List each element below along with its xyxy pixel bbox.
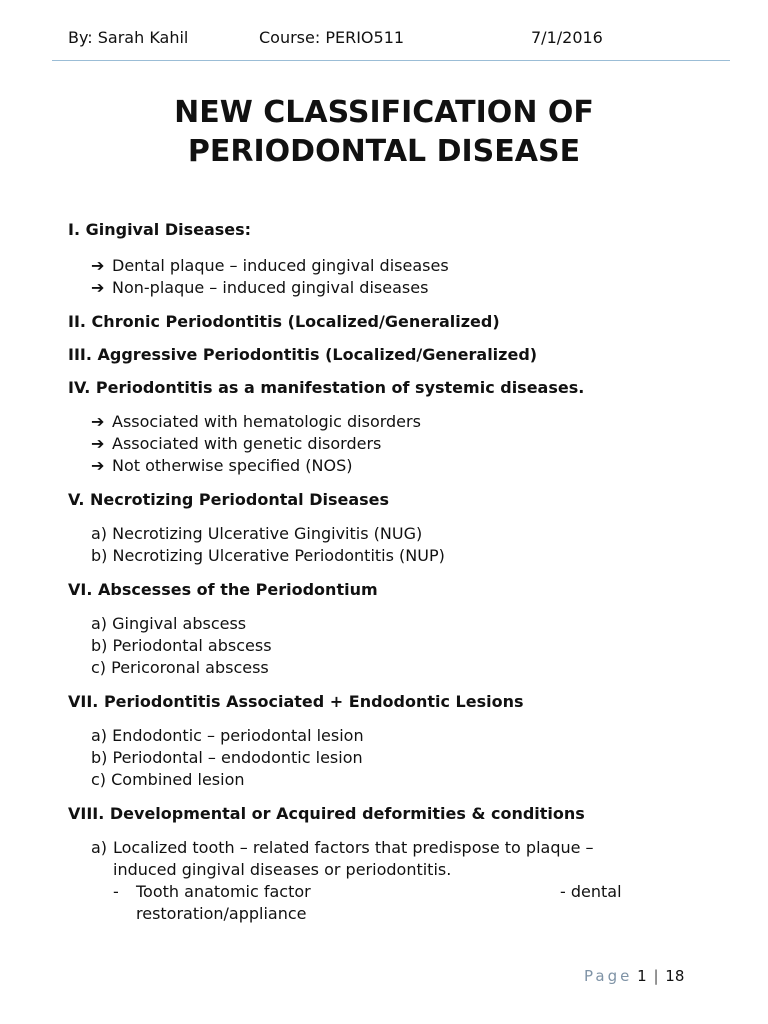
list-item: a) Endodontic – periodontal lesion	[91, 726, 364, 745]
list-item: ➔ Non-plaque – induced gingival diseases	[91, 278, 429, 297]
course-label: Course: PERIO511	[259, 28, 405, 47]
page-word: Page	[584, 967, 633, 985]
list-item: ➔ Not otherwise specified (NOS)	[91, 456, 353, 475]
list-item: b) Periodontal – endodontic lesion	[91, 748, 363, 767]
arrow-right-icon: ➔	[91, 456, 105, 475]
section-list-7	[68, 725, 728, 791]
sub-list-item	[68, 881, 728, 903]
title-line-2: PERIODONTAL DISEASE	[187, 134, 581, 169]
title-line-1: NEW CLASSIFICATION OF	[174, 95, 594, 130]
section-heading-3: III. Aggressive Periodontitis (Localized/Generalized)	[68, 345, 538, 364]
item-text-line-1: Localized tooth – related factors that predispose to plaque –	[113, 838, 594, 857]
document-title	[0, 93, 768, 171]
list-item: ➔ Associated with hematologic disorders	[91, 412, 421, 431]
dash-marker: -	[113, 882, 119, 901]
section-list-4	[68, 411, 728, 477]
section-list-6	[68, 613, 728, 679]
item-label: a)	[91, 838, 108, 857]
sub-item-cont: restoration/appliance	[136, 904, 307, 923]
list-item: ➔ Dental plaque – induced gingival diseases	[91, 256, 449, 275]
list-item: b) Periodontal abscess	[91, 636, 272, 655]
list-item: c) Combined lesion	[91, 770, 245, 789]
section-list-5	[68, 523, 728, 567]
list-item: ➔ Associated with genetic disorders	[91, 434, 382, 453]
section-heading-2: II. Chronic Periodontitis (Localized/Generalized)	[68, 312, 500, 331]
sub-list-item-continuation	[68, 903, 728, 925]
list-item: c) Pericoronal abscess	[91, 658, 269, 677]
list-item: a) Necrotizing Ulcerative Gingivitis (NUG)	[91, 524, 423, 543]
section-list-8	[68, 837, 728, 925]
list-item	[68, 837, 728, 859]
item-text-line-2: induced gingival diseases or periodontitis.	[113, 860, 452, 879]
section-heading-1: I. Gingival Diseases:	[68, 220, 252, 239]
list-item: a) Gingival abscess	[91, 614, 247, 633]
section-heading-8: VIII. Developmental or Acquired deformities & conditions	[68, 804, 585, 823]
header-divider	[52, 60, 730, 61]
page-header	[68, 28, 728, 50]
document-body	[68, 219, 728, 925]
sub-item-right: - dental	[560, 882, 622, 901]
section-heading-6: VI. Abscesses of the Periodontium	[68, 580, 378, 599]
date-label: 7/1/2016	[531, 28, 603, 47]
author-label: By: Sarah Kahil	[68, 28, 189, 47]
sub-item-left: Tooth anatomic factor	[136, 882, 311, 901]
arrow-right-icon: ➔	[91, 412, 105, 431]
section-heading-7: VII. Periodontitis Associated + Endodontic Lesions	[68, 692, 524, 711]
page-separator: |	[653, 967, 659, 985]
page-number: 1	[637, 967, 647, 985]
section-heading-4: IV. Periodontitis as a manifestation of systemic diseases.	[68, 378, 585, 397]
section-list-1	[68, 255, 728, 299]
arrow-right-icon: ➔	[91, 434, 105, 453]
list-item: b) Necrotizing Ulcerative Periodontitis (NUP)	[91, 546, 445, 565]
list-item-continuation	[68, 859, 728, 881]
arrow-right-icon: ➔	[91, 278, 105, 297]
page-footer	[584, 967, 684, 985]
section-heading-5: V. Necrotizing Periodontal Diseases	[68, 490, 390, 509]
page-total: 18	[665, 967, 685, 985]
arrow-right-icon: ➔	[91, 256, 105, 275]
